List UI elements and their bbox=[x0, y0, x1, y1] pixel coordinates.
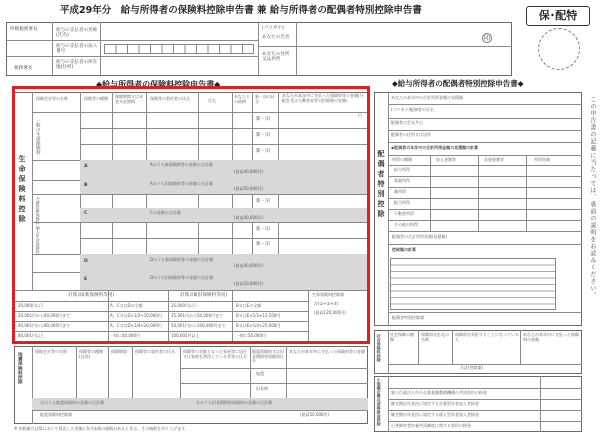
employer-address-label: 給与の支払者の所在地(住所) bbox=[56, 60, 98, 71]
row-c-max: (最高40,000円) bbox=[234, 215, 264, 220]
calc-label-4: 計(①+②+③) bbox=[314, 301, 339, 306]
calc-r3-c4: B又はE×1/4+25,000円 bbox=[236, 323, 281, 328]
employer-name-label: 給与の支払者の名称(氏名) bbox=[56, 28, 98, 39]
eq-option-1[interactable]: 地震 bbox=[256, 371, 264, 376]
furigana-label: (フリガナ) bbox=[262, 26, 284, 31]
income-t4: 配当所得 bbox=[394, 200, 410, 205]
income-h3: 必要経費等 bbox=[484, 157, 504, 162]
spouse-field-4: 配偶者の住所又は居所 bbox=[391, 132, 431, 137]
eq-total-2: Ⓑのうち旧長期損害保険料の金額の合計額 bbox=[196, 400, 272, 405]
life-insurance-highlight bbox=[12, 86, 370, 344]
social-col-2: 保険料支払先の名称 bbox=[421, 332, 449, 342]
calc-r1-c1: 20,000円以下 bbox=[18, 303, 44, 308]
col-new-old: 新・旧の区分 bbox=[255, 94, 275, 104]
income-t5: 不動産所得 bbox=[394, 211, 414, 216]
eq-col-5: 保険等の対象となった家屋等に居住又は家財を利用している者等の氏名 bbox=[183, 349, 247, 359]
right-section-title: ◆給与所得者の配偶者特別控除申告書◆ bbox=[392, 79, 524, 88]
col-period: 保険期間又は年金支払期間 bbox=[115, 94, 143, 104]
eq-col-4: 保険等の契約者の氏名 bbox=[135, 349, 175, 354]
col-type: 保険等の種類 bbox=[84, 96, 108, 101]
small-biz-row-4: 心身障害者扶養共済制度に関する契約の掛金 bbox=[391, 423, 471, 428]
calc-r2-c3: 25,001円から50,000円まで bbox=[171, 313, 223, 318]
income-t6: その他の所得 bbox=[394, 222, 418, 227]
new-old-5[interactable]: 新・旧 bbox=[256, 227, 270, 232]
calc-label-5: (最高120,000円) bbox=[314, 310, 346, 315]
calc-r4-c4: 一律に50,000円 bbox=[236, 333, 266, 338]
row-a-max: (最高40,000円) bbox=[234, 169, 264, 174]
calc-r3-c3: 50,001円から100,000円まで bbox=[171, 323, 226, 328]
social-col-3: 保険料を負担することになっている人 bbox=[455, 332, 519, 342]
general-life-label: 一般の生命保険料 bbox=[35, 118, 41, 155]
row-e-max: (最高50,000円) bbox=[234, 281, 264, 286]
income-t2: 事業所得 bbox=[394, 178, 410, 183]
form-stamp: 保･配特 bbox=[526, 6, 590, 26]
calc-r1-c3: 25,000円以下 bbox=[171, 303, 197, 308]
calc-label-3: 生命保険料控除額 bbox=[312, 292, 344, 297]
row-a-note: Aのうち新保険料等の金額の合計額 bbox=[150, 162, 213, 167]
your-name-label: あなたの氏名 bbox=[262, 35, 290, 40]
eq-col-1: 保険会社等の名称 bbox=[35, 349, 67, 354]
eq-option-2[interactable]: 旧長期 bbox=[256, 386, 268, 391]
employer-number-label: 給与の支払者の法人番号 bbox=[56, 44, 98, 55]
deduction-table-grid bbox=[390, 258, 556, 310]
left-section-title: ◆給与所得者の保険料控除申告書◆ bbox=[96, 80, 221, 89]
row-c-note: Cの金額の合計額 bbox=[150, 210, 181, 215]
row-d-note: Dのうち新保険料等の金額の合計額 bbox=[150, 257, 214, 262]
new-old-1[interactable]: 新・旧 bbox=[256, 117, 270, 122]
col-relation: あなたとの続柄 bbox=[234, 94, 250, 104]
calc-r3-c2: A、C又はD×1/4+20,000円 bbox=[110, 323, 162, 328]
earthquake-label: 地震保険料控除 bbox=[17, 352, 23, 385]
small-biz-row-1: 独立行政法人中小企業基盤整備機構の共済契約の掛金 bbox=[391, 390, 487, 395]
col-contractor: 保険等の契約者の氏名 bbox=[150, 96, 190, 101]
income-t3: 雑所得 bbox=[394, 189, 406, 194]
spouse-vertical-label: 配偶者特別控除 bbox=[377, 150, 386, 220]
row-b-letter: B bbox=[84, 183, 88, 188]
income-h4: 所得金額 bbox=[534, 157, 550, 162]
row-d-letter: D bbox=[84, 259, 88, 264]
form-title: 平成29年分 給与所得者の保険料控除申告書 兼 給与所得者の配偶者特別控除申告書 bbox=[60, 5, 422, 16]
row-c-letter: C bbox=[84, 211, 88, 216]
income-section-title: ◆配偶者の本年中の合計所得金額の見積額の計算 bbox=[391, 145, 479, 150]
col-amount: あなたが本年中に支払った保険料等の金額(分配を受けた剰余金等の控除後の金額) bbox=[282, 93, 364, 103]
spouse-field-1: あなたの本年中の合計所得金額の見積額 bbox=[391, 95, 463, 100]
spouse-total-label: 配偶者の合計所得金額(見積額) bbox=[392, 234, 448, 239]
calc-r2-c1: 20,001円から40,000円まで bbox=[18, 313, 70, 318]
new-old-3[interactable]: 新・旧 bbox=[256, 149, 270, 154]
social-total: 合計(控除額) bbox=[460, 365, 484, 370]
calc-label-1: 計算式Ⅰ(新保険料等用) bbox=[68, 293, 115, 298]
eq-total-1: Ⓐのうち地震保険料の金額の合計額 bbox=[40, 400, 104, 405]
eq-formula: (最高50,000円) bbox=[300, 412, 330, 417]
eq-col-2: 保険等の種類(目的) bbox=[79, 349, 103, 359]
row-e-letter: E bbox=[84, 277, 88, 282]
row-b-note: Aのうち旧保険料等の金額の合計額 bbox=[150, 181, 213, 186]
tax-office-suffix: 税務署長 bbox=[14, 66, 33, 71]
row-a-letter: A bbox=[84, 164, 88, 169]
small-biz-row-2: 確定拠出年金法に規定する企業型年金加入者掛金 bbox=[391, 401, 479, 406]
eq-col-7: あなたが本年中に支払った保険料等の金額 bbox=[289, 349, 365, 354]
calc-label-2: 計算式Ⅱ(旧保険料等用) bbox=[180, 293, 228, 298]
row-d-max: (最高40,000円) bbox=[234, 263, 264, 268]
eq-col-3: 保険期間 bbox=[111, 349, 127, 354]
new-old-6[interactable]: 新・旧 bbox=[256, 242, 270, 247]
footnote: ※ 控除額の計算において算出した金額に1円未満の端数があるときは、その端数を切り上げます。 bbox=[14, 426, 189, 431]
yen-1: 円 bbox=[358, 113, 362, 118]
life-insurance-vertical-label: 生命保険料控除 bbox=[18, 155, 27, 225]
small-biz-row-3: 確定拠出年金法に規定する個人型年金加入者掛金 bbox=[391, 412, 479, 417]
calc-r2-c2: A、C又はD×1/2+10,000円 bbox=[110, 313, 162, 318]
col-name: 氏名 bbox=[208, 98, 216, 103]
row-e-note: Dのうち旧保険料等の金額の合計額 bbox=[150, 275, 214, 280]
spouse-field-2: (フリガナ)配偶者の氏名 bbox=[391, 107, 434, 112]
corporate-number-boxes[interactable] bbox=[104, 44, 254, 54]
spouse-deduction-label: 配偶者特別控除額 bbox=[392, 315, 424, 320]
side-note: この申告書の記載に当たっては、裏面の説明をお読みください。 bbox=[588, 96, 596, 299]
row-b-max: (最高50,000円) bbox=[234, 186, 264, 191]
social-label: 社会保険料控除 bbox=[376, 334, 382, 362]
income-h1: 所得の種類 bbox=[392, 157, 412, 162]
calc-r1-c2: A、C又はDの全額 bbox=[110, 303, 143, 308]
office-label: 所轄税務署長 bbox=[10, 27, 38, 32]
calc-r1-c4: B又はEの全額 bbox=[236, 303, 262, 308]
calc-r4-c3: 100,001円以上 bbox=[171, 333, 200, 338]
new-old-2[interactable]: 新・旧 bbox=[256, 133, 270, 138]
calc-r2-c4: B又はE×1/2+12,500円 bbox=[236, 313, 281, 318]
seal-mark: 印 bbox=[483, 35, 490, 42]
col-company: 保険会社等の名称 bbox=[36, 96, 68, 101]
social-col-1: 社会保険の種類 bbox=[390, 332, 414, 342]
pension-label: 個人年金保険料 bbox=[35, 226, 41, 254]
eq-col-6: 地震保険料又は旧長期損害保険料区分 bbox=[252, 349, 284, 364]
calc-r3-c1: 40,001円から80,000円まで bbox=[18, 323, 70, 328]
deduction-table-title: 控除額の計算 bbox=[392, 247, 416, 252]
eq-total-label: 地震保険料控除額 bbox=[40, 412, 72, 417]
calc-r4-c2: 一律に40,000円 bbox=[110, 333, 140, 338]
income-h2: 収入金額等 bbox=[436, 157, 456, 162]
receipt-stamp-circle bbox=[538, 28, 580, 70]
small-biz-label: 小規模企業共済等掛金控除 bbox=[376, 378, 382, 426]
new-old-4[interactable]: 新・旧 bbox=[256, 199, 270, 204]
your-address-label: あなたの住所又は居所 bbox=[262, 52, 290, 63]
spouse-field-3: 配偶者の生年月日 bbox=[391, 120, 423, 125]
calc-r4-c1: 80,001円以上 bbox=[18, 333, 44, 338]
income-t1: 給与所得 bbox=[394, 167, 410, 172]
social-col-4: あなたが本年中に支払った保険料の金額 bbox=[523, 332, 579, 342]
care-medical-label: 介護医療保険料 bbox=[35, 197, 41, 225]
